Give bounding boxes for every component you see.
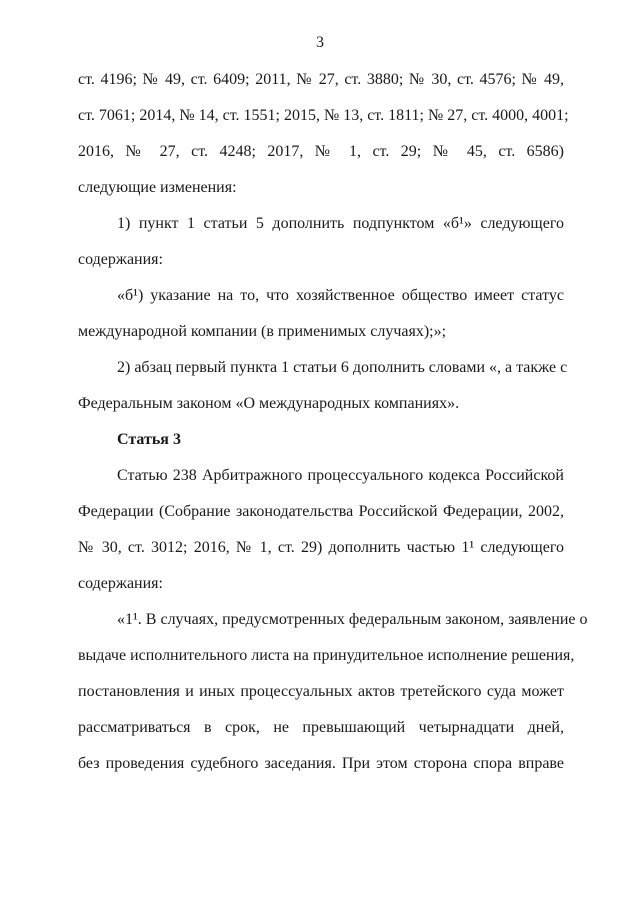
text-line: содержания: [78, 251, 163, 268]
text-line: «б¹) указание на то, что хозяйственное общество имеет статус [117, 287, 564, 304]
text-line: рассматриваться в срок, не превышающий четырнадцати дней, [78, 719, 564, 736]
text-line: 2016, № 27, ст. 4248; 2017, № 1, ст. 29; № 45, ст. 6586) [78, 143, 564, 160]
text-line: содержания: [78, 575, 163, 592]
text-line: 1) пункт 1 статьи 5 дополнить подпунктом «б¹» следующего [117, 215, 564, 232]
text-line: «1¹. В случаях, предусмотренных федеральным законом, заявление о [117, 611, 588, 628]
text-line: следующие изменения: [78, 179, 237, 196]
text-line: международной компании (в применимых случаях);»; [78, 323, 447, 340]
page-number: 3 [316, 34, 324, 51]
text-line: постановления и иных процессуальных актов третейского суда может [78, 683, 564, 700]
text-line: № 30, ст. 3012; 2016, № 1, ст. 29) дополнить частью 1¹ следующего [78, 539, 564, 556]
text-line: 2) абзац первый пункта 1 статьи 6 дополнить словами «, а также с [117, 359, 568, 376]
text-line: ст. 4196; № 49, ст. 6409; 2011, № 27, ст. 3880; № 30, ст. 4576; № 49, [78, 71, 564, 88]
text-line: без проведения судебного заседания. При этом сторона спора вправе [78, 755, 564, 772]
text-line: Федерации (Собрание законодательства Российской Федерации, 2002, [78, 503, 564, 520]
text-line: ст. 7061; 2014, № 14, ст. 1551; 2015, № 13, ст. 1811; № 27, ст. 4000, 4001; [78, 107, 569, 124]
section-heading: Статья 3 [117, 431, 181, 448]
text-line: выдаче исполнительного листа на принудительное исполнение решения, [78, 647, 575, 664]
text-line: Федеральным законом «О международных компаниях». [78, 395, 460, 412]
text-line: Статью 238 Арбитражного процессуального кодекса Российской [117, 467, 564, 484]
